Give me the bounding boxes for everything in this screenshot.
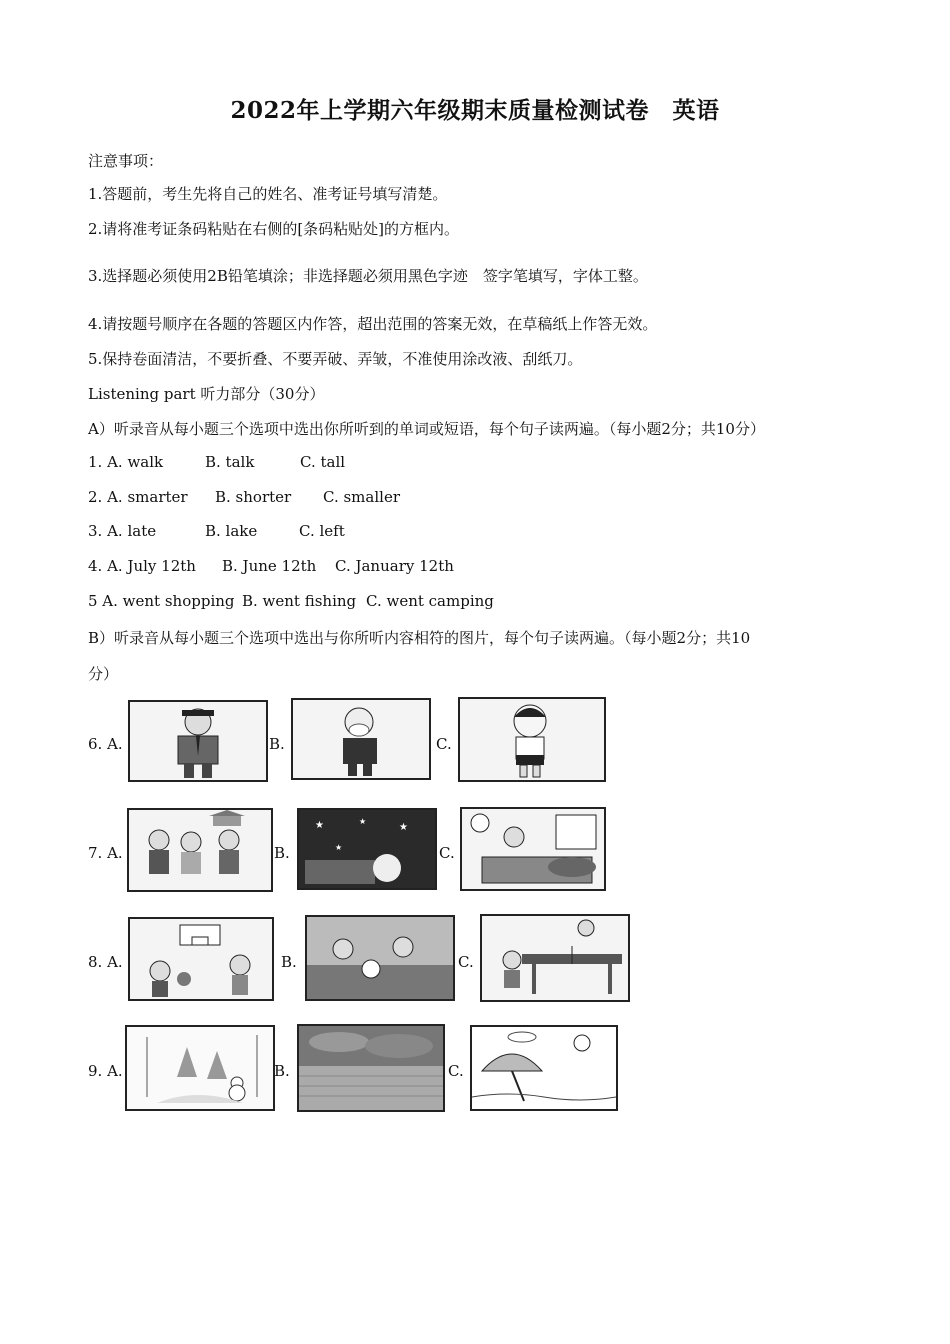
autumn-field-picture [297, 1024, 445, 1112]
section-b-instruction-cont: 分） [88, 665, 119, 683]
question-3-option-b: B. lake [205, 522, 258, 540]
svg-text:★: ★ [315, 820, 324, 831]
question-9-label-c: C. [448, 1062, 464, 1080]
svg-text:★: ★ [359, 817, 367, 826]
note-item: 1.答题前，考生先将自己的姓名、准考证号填写清楚。 [88, 185, 448, 203]
question-4-option-b: B. June 12th [222, 557, 317, 575]
question-4-option-c: C. January 12th [335, 557, 454, 575]
winter-snow-picture [125, 1025, 275, 1111]
note-item: 3.选择题必须使用2B铅笔填涂；非选择题必须用黑色字迹 签字笔填写，字体工整。 [88, 267, 648, 285]
question-6-label-c: C. [436, 735, 452, 753]
question-6-label-a: 6. A. [88, 735, 123, 753]
man-in-suit-picture [128, 700, 268, 782]
question-3-option-c: C. left [299, 522, 345, 540]
note-item: 5.保持卷面清洁，不要折叠、不要弄破、弄皱，不准使用涂改液、刮纸刀。 [88, 350, 583, 368]
boy-picture [458, 697, 606, 782]
svg-text:★: ★ [335, 843, 343, 852]
page-title: 2022年上学期六年级期末质量检测试卷 英语 [230, 97, 720, 124]
morning-wake-up-picture [460, 807, 606, 891]
question-2-option-c: C. smaller [323, 488, 400, 506]
note-item: 4.请按题号顺序在各题的答题区内作答，超出范围的答案无效，在草稿纸上作答无效。 [88, 315, 658, 333]
question-9-label-b: B. [274, 1062, 290, 1080]
night-sleeping-picture [297, 808, 437, 890]
section-b-instruction: B）听录音从每小题三个选项中选出与你所听内容相符的图片，每个句子读两遍。（每小题2分；共10 [88, 629, 751, 647]
svg-text:★: ★ [399, 822, 408, 833]
question-7-label-b: B. [274, 844, 290, 862]
question-1-option-b: B. talk [205, 453, 255, 471]
ping-pong-picture [480, 914, 630, 1002]
question-8-label-c: C. [458, 953, 474, 971]
question-8-label-b: B. [281, 953, 297, 971]
question-3-option-a: 3. A. late [88, 522, 157, 540]
question-5-option-b: B. went fishing [242, 592, 357, 610]
notes-heading: 注意事项： [88, 152, 164, 170]
question-6-label-b: B. [269, 735, 285, 753]
question-1-option-a: 1. A. walk [88, 453, 164, 471]
question-1-option-c: C. tall [300, 453, 346, 471]
question-8-label-a: 8. A. [88, 953, 123, 971]
question-5-option-c: C. went camping [366, 592, 494, 610]
listening-heading: Listening part 听力部分（30分） [88, 385, 325, 403]
section-a-instruction: A）听录音从每小题三个选项中选出你所听到的单词或短语，每个句子读两遍。（每小题2分；共10分） [88, 420, 765, 438]
summer-beach-picture [470, 1025, 618, 1111]
question-4-option-a: 4. A. July 12th [88, 557, 196, 575]
question-5-option-a: 5 A. went shopping [88, 592, 235, 610]
soccer-picture [305, 915, 455, 1001]
question-7-label-a: 7. A. [88, 844, 123, 862]
basketball-picture [128, 917, 274, 1001]
question-9-label-a: 9. A. [88, 1062, 123, 1080]
question-2-option-b: B. shorter [215, 488, 292, 506]
note-item: 2.请将准考证条码粘贴在右侧的[条码粘贴处]的方框内。 [88, 220, 460, 238]
children-walking-to-school-picture [127, 808, 273, 892]
old-man-picture [291, 698, 431, 780]
question-2-option-a: 2. A. smarter [88, 488, 188, 506]
question-7-label-c: C. [439, 844, 455, 862]
